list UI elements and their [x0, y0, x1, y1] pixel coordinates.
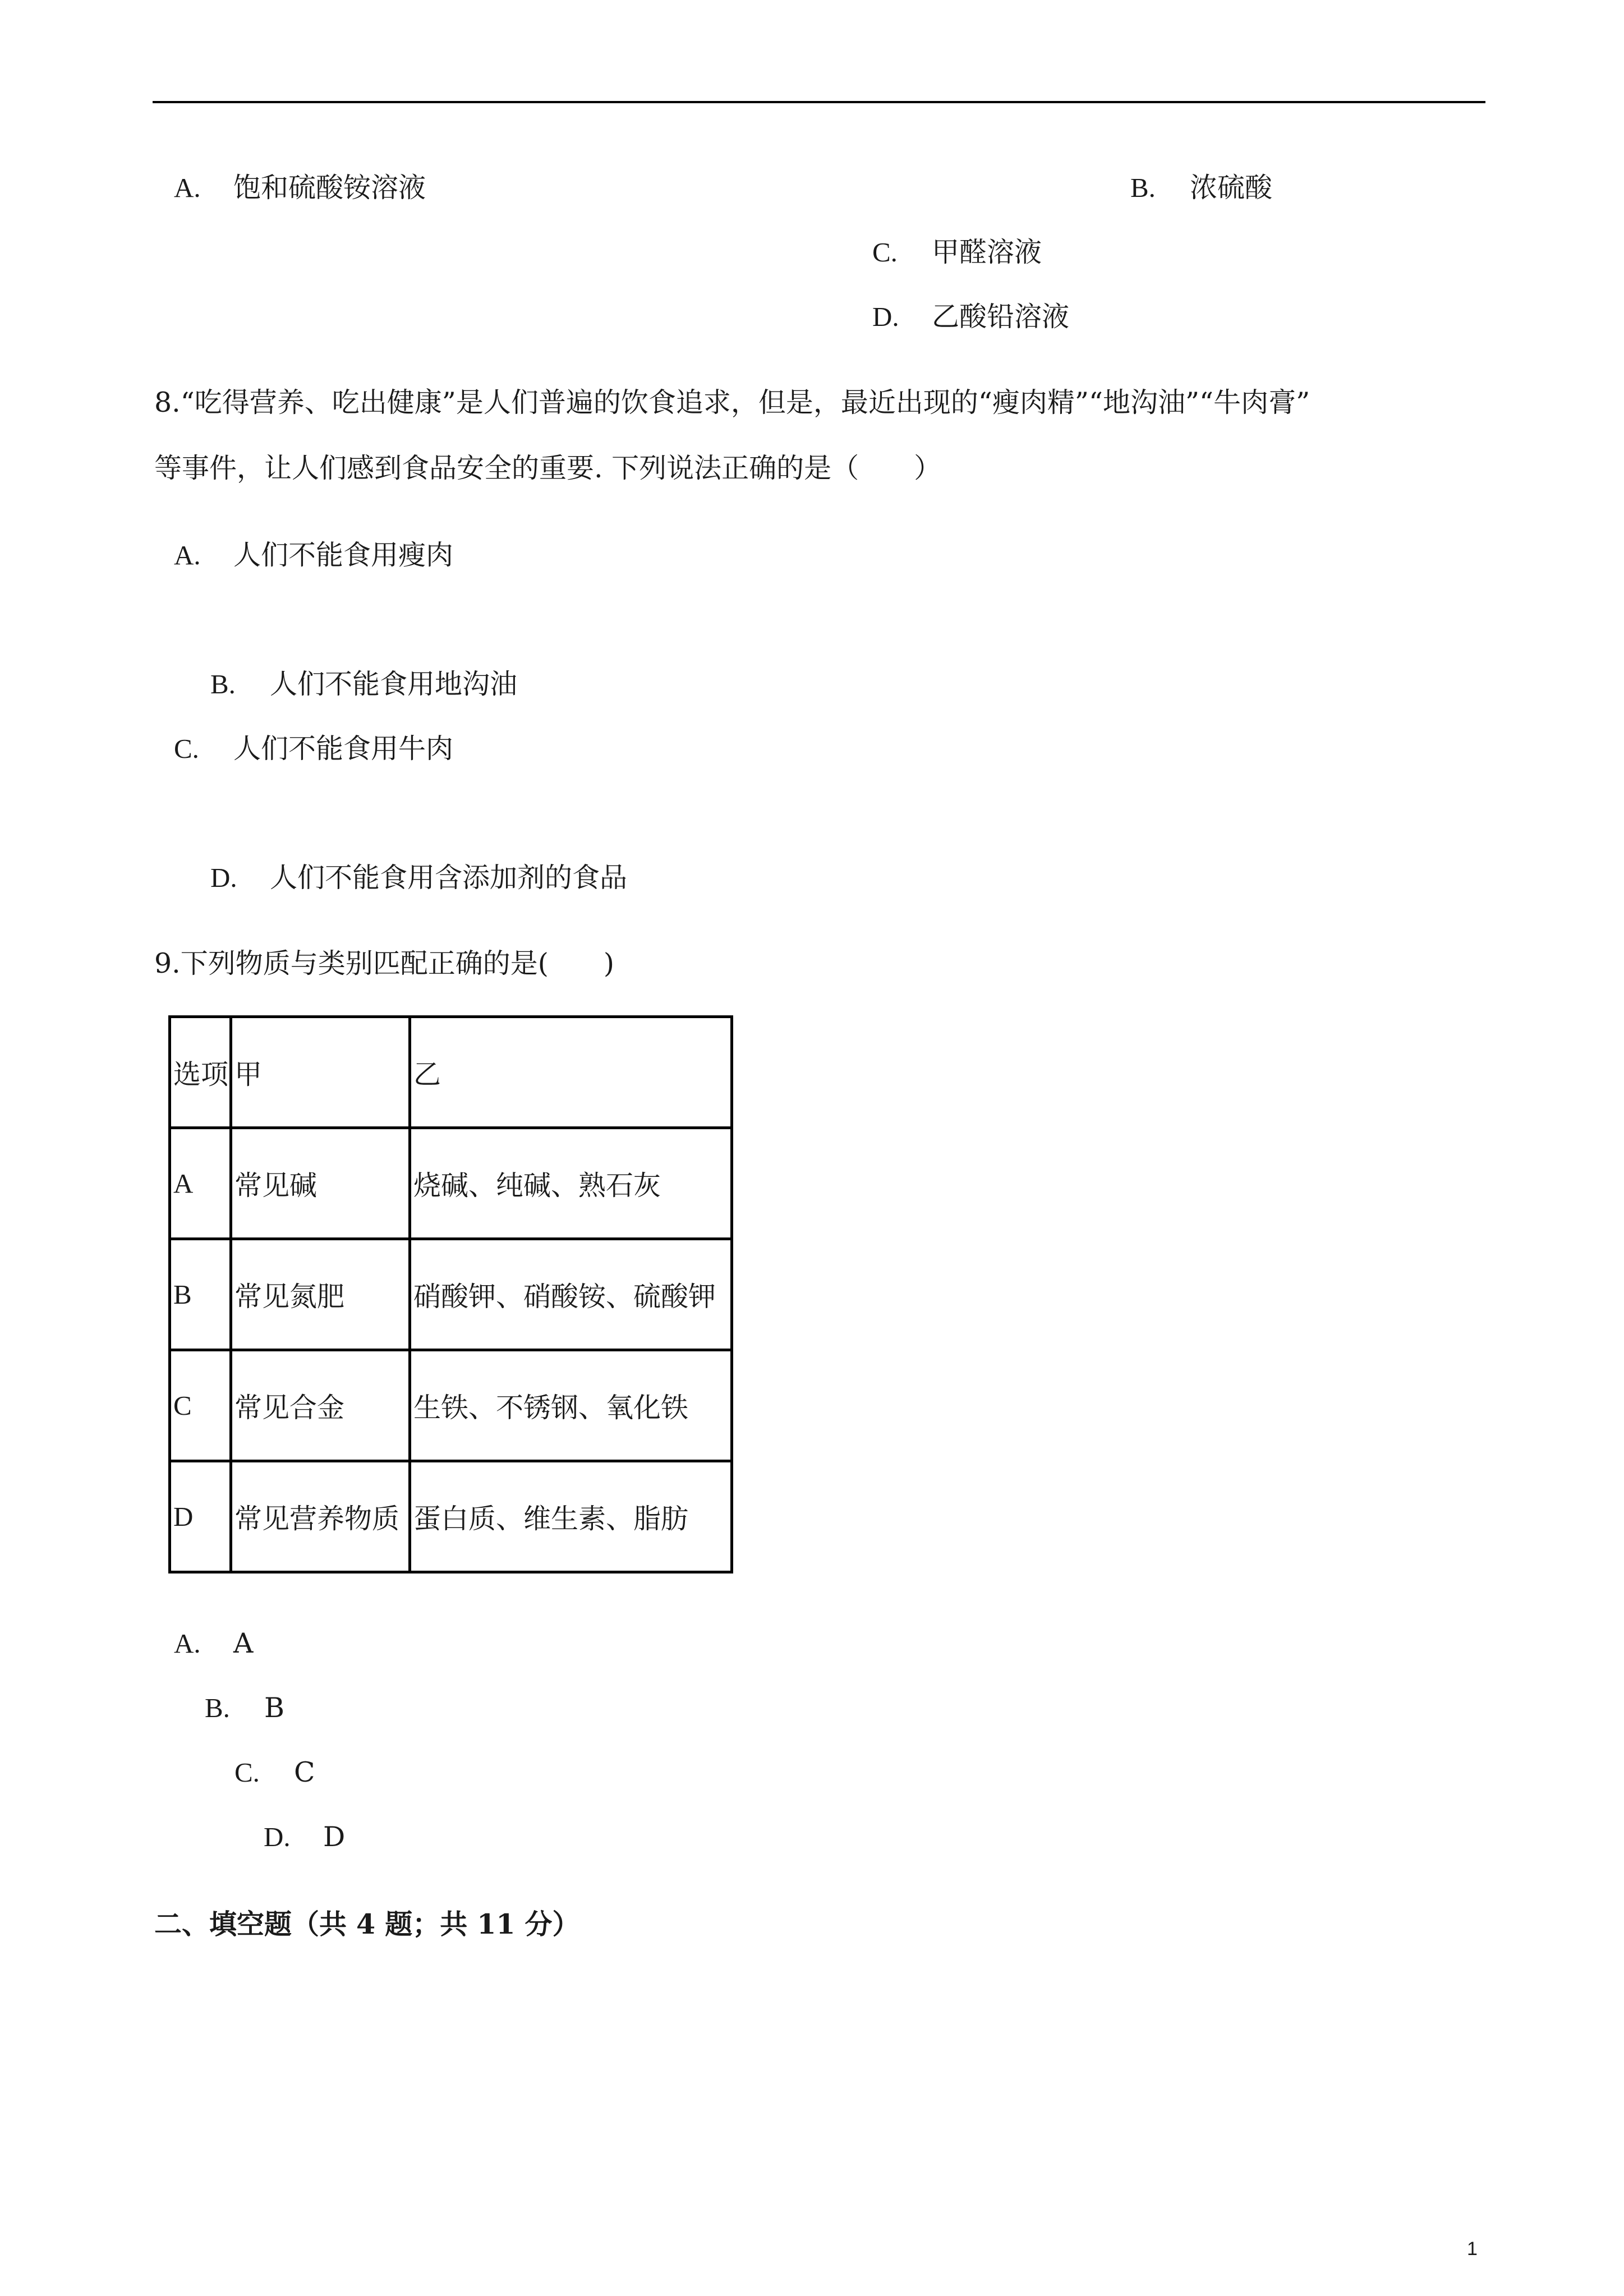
q7-option-d[interactable] [872, 300, 1069, 334]
table-cell: 常见氮肥 [231, 1239, 410, 1350]
option-label: B. [205, 1692, 230, 1723]
option-label: A. [174, 540, 201, 570]
option-label: B. [210, 669, 236, 700]
option-text: 人们不能食用瘦肉 [233, 539, 454, 571]
q7-option-a[interactable] [174, 171, 426, 205]
q8-option-c[interactable] [174, 732, 453, 766]
option-text: C [294, 1756, 315, 1788]
table-cell: 常见营养物质 [231, 1461, 410, 1572]
option-label: C. [234, 1757, 260, 1788]
q9-option-b[interactable] [205, 1691, 284, 1725]
table-cell: 蛋白质、维生素、脂肪 [410, 1461, 732, 1572]
option-text: A [233, 1627, 254, 1659]
table-row [170, 1239, 732, 1350]
option-text: 人们不能食用牛肉 [233, 733, 454, 765]
q9-stem: 9.下列物质与类别匹配正确的是( ) [154, 947, 614, 979]
option-label: D. [210, 862, 237, 893]
option-text: D [323, 1821, 346, 1853]
option-label: C. [174, 733, 199, 764]
q9-option-d[interactable] [264, 1820, 345, 1854]
table-header-row [170, 1017, 732, 1128]
table-cell: 烧碱、纯碱、熟石灰 [410, 1128, 732, 1239]
table-cell: A [170, 1128, 231, 1239]
table-cell: 生铁、不锈钢、氧化铁 [410, 1350, 732, 1461]
q9-table [168, 1015, 733, 1573]
option-text: 甲醛溶液 [932, 236, 1042, 268]
table-header-cell: 甲 [231, 1017, 410, 1128]
q8-stem-line2: 等事件，让人们感到食品安全的重要. 下列说法正确的是（ ） [154, 452, 942, 484]
table-cell: 常见合金 [231, 1350, 410, 1461]
option-label: A. [174, 172, 201, 203]
option-text: B [264, 1692, 285, 1724]
option-text: 人们不能食用含添加剂的食品 [270, 862, 628, 894]
q8-option-b[interactable] [210, 668, 517, 701]
table-cell: B [170, 1239, 231, 1350]
table-header-cell: 选项 [170, 1017, 231, 1128]
option-label: D. [264, 1821, 291, 1852]
option-label: B. [1130, 172, 1156, 203]
page-number: 1 [1467, 2238, 1478, 2260]
q8-option-a[interactable] [174, 539, 453, 572]
q9-option-a[interactable] [174, 1627, 253, 1660]
option-text: 浓硫酸 [1190, 172, 1273, 204]
q8-option-d[interactable] [210, 861, 627, 895]
option-text: 饱和硫酸铵溶液 [233, 172, 426, 204]
option-text: 乙酸铅溶液 [932, 301, 1070, 333]
table-row [170, 1128, 732, 1239]
header-rule [153, 101, 1485, 103]
table-cell: 常见碱 [231, 1128, 410, 1239]
option-label: D. [872, 301, 899, 332]
q8-stem-line1: 8.“吃得营养、吃出健康”是人们普遍的饮食追求，但是，最近出现的“瘦肉精”“地沟油”“牛肉膏” [154, 386, 1310, 418]
table-row [170, 1461, 732, 1572]
q7-option-c[interactable] [872, 236, 1042, 269]
table-cell: D [170, 1461, 231, 1572]
table-cell: C [170, 1350, 231, 1461]
table-row [170, 1350, 732, 1461]
q7-option-b[interactable] [1130, 171, 1272, 205]
option-text: 人们不能食用地沟油 [270, 668, 518, 700]
section-heading: 二、填空题（共 4 题；共 11 分） [154, 1908, 580, 1940]
q9-option-c[interactable] [234, 1756, 315, 1789]
option-label: C. [872, 237, 898, 268]
table-header-cell: 乙 [410, 1017, 732, 1128]
option-label: A. [174, 1628, 201, 1659]
table-cell: 硝酸钾、硝酸铵、硫酸钾 [410, 1239, 732, 1350]
